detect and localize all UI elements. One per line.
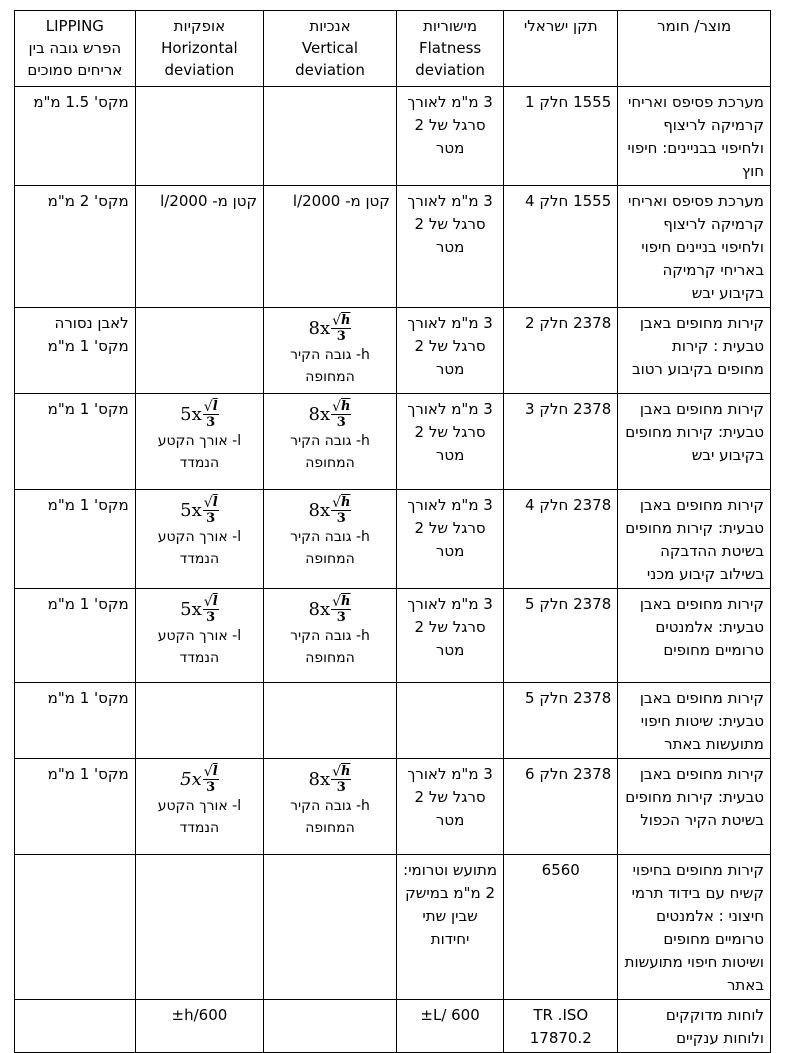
formula-note: l- אורך הקטע הנמדד (157, 798, 242, 836)
cell-lipping: מקס' 1 מ"מ (15, 683, 136, 759)
horizontal-formula (180, 400, 218, 430)
cell-horizontal (135, 855, 263, 1000)
formula-fraction (331, 496, 351, 526)
cell-product: קירות מחופים באבן טבעית: אלמנטים טרומיים מחופים (618, 589, 771, 683)
table-row (15, 186, 771, 308)
cell-flatness: 3 מ"מ לאורך סרגל של 2 מטר (396, 490, 503, 589)
cell-flatness: ±L/ 600 (396, 1000, 503, 1053)
cell-product: קירות מחופים באבן טבעית : קירות מחופים בקיבוע רטוב (618, 308, 771, 394)
sqrt-symbol: √ (203, 764, 213, 780)
table-row (15, 855, 771, 1000)
header-lipping: LIPPING הפרש גובה בין אריחים סמוכים (15, 11, 136, 87)
formula-fraction (331, 314, 351, 344)
cell-standard: TR .ISO 17870.2 (504, 1000, 618, 1053)
formula-note: h- גובה הקיר המחופה (290, 798, 370, 836)
header-flatness: מישוריות Flatness deviation (396, 11, 503, 87)
formula-note: l- אורך הקטע הנמדד (157, 628, 242, 666)
formula-variable: h (341, 495, 351, 510)
formula-coefficient: 8x (308, 318, 331, 339)
formula-variable: l (212, 399, 218, 414)
cell-standard: 2378 חלק 3 (504, 394, 618, 490)
header-standard: תקן ישראלי (504, 11, 618, 87)
cell-standard: 2378 חלק 5 (504, 683, 618, 759)
tolerance-table (14, 10, 771, 1053)
cell-lipping: לאבן נסורה מקס' 1 מ"מ (15, 308, 136, 394)
cell-horizontal: ±h/600 (135, 1000, 263, 1053)
cell-vertical (264, 490, 397, 589)
cell-flatness: 3 מ"מ לאורך סרגל של 2 מטר (396, 87, 503, 186)
cell-horizontal: קטן מ- l/2000 (135, 186, 263, 308)
table-row (15, 759, 771, 855)
formula-denominator: 3 (206, 780, 216, 795)
vertical-formula (309, 314, 352, 344)
cell-standard: 6560 (504, 855, 618, 1000)
formula-coefficient: 8x (308, 769, 331, 790)
formula-variable: l (212, 764, 218, 779)
formula-denominator: 3 (206, 610, 216, 625)
cell-standard: 2378 חלק 6 (504, 759, 618, 855)
cell-product: לוחות מדוקקים ולוחות ענקיים (618, 1000, 771, 1053)
cell-flatness: 3 מ"מ לאורך סרגל של 2 מטר (396, 394, 503, 490)
formula-note: l- אורך הקטע הנמדד (157, 433, 242, 471)
cell-flatness: 3 מ"מ לאורך סרגל של 2 מטר (396, 759, 503, 855)
formula-variable: h (341, 399, 351, 414)
formula-variable: h (341, 594, 351, 609)
cell-vertical (264, 759, 397, 855)
cell-product: מערכת פסיפס ואריחי קרמיקה לריצוף ולחיפוי בבניינים: חיפוי חוץ (618, 87, 771, 186)
cell-product: מערכת פסיפס ואריחי קרמיקה לריצוף ולחיפוי בניינים חיפוי באריחי קרמיקה בקיבוע יבש (618, 186, 771, 308)
sqrt-symbol: √ (203, 594, 213, 610)
formula-fraction (203, 765, 219, 795)
cell-lipping: מקס' 1 מ"מ (15, 490, 136, 589)
formula-denominator: 3 (336, 415, 346, 430)
formula-coefficient: 5x (180, 599, 202, 620)
cell-vertical (264, 683, 397, 759)
cell-horizontal (135, 589, 263, 683)
formula-denominator: 3 (206, 415, 216, 430)
formula-note: h- גובה הקיר המחופה (290, 433, 370, 471)
cell-product: קירות מחופים באבן טבעית: קירות מחופים בשיטת ההדבקה בשילוב קיבוע מכני (618, 490, 771, 589)
cell-flatness: מתועש וטרומי: 2 מ"מ במישק שבין שתי יחידות (396, 855, 503, 1000)
sqrt-symbol: √ (332, 594, 342, 610)
header-row (15, 11, 771, 87)
table-row (15, 490, 771, 589)
formula-note: h- גובה הקיר המחופה (290, 347, 370, 385)
table-row (15, 683, 771, 759)
cell-lipping: מקס' 1 מ"מ (15, 759, 136, 855)
table-row (15, 394, 771, 490)
formula-numerator (203, 400, 219, 415)
formula-note: h- גובה הקיר המחופה (290, 529, 370, 567)
cell-standard: 1555 חלק 1 (504, 87, 618, 186)
formula-numerator (203, 496, 219, 511)
cell-horizontal (135, 308, 263, 394)
cell-product: קירות מחופים באבן טבעית: שיטות חיפוי מתועשות באתר (618, 683, 771, 759)
horizontal-formula (180, 595, 218, 625)
formula-variable: h (341, 313, 351, 328)
formula-numerator (203, 765, 219, 780)
cell-flatness: 3 מ"מ לאורך סרגל של 2 מטר (396, 186, 503, 308)
formula-numerator (331, 400, 351, 415)
header-horizontal: אופקיות Horizontal deviation (135, 11, 263, 87)
cell-standard: 2378 חלק 4 (504, 490, 618, 589)
cell-lipping (15, 855, 136, 1000)
cell-lipping: מקס' 2 מ"מ (15, 186, 136, 308)
cell-lipping (15, 1000, 136, 1053)
formula-fraction (203, 496, 219, 526)
horizontal-formula (180, 765, 218, 795)
formula-variable: h (341, 764, 351, 779)
cell-horizontal (135, 394, 263, 490)
cell-product: קירות מחופים באבן טבעית: קירות מחופים בשיטת הקיר הכפול (618, 759, 771, 855)
horizontal-formula (180, 496, 218, 526)
cell-standard: 1555 חלק 4 (504, 186, 618, 308)
formula-variable: l (212, 495, 218, 510)
cell-vertical (264, 589, 397, 683)
formula-coefficient: 8x (308, 404, 331, 425)
formula-note: h- גובה הקיר המחופה (290, 628, 370, 666)
table-row (15, 1000, 771, 1053)
formula-numerator (331, 314, 351, 329)
formula-fraction (203, 595, 219, 625)
cell-vertical (264, 308, 397, 394)
vertical-formula (309, 496, 352, 526)
vertical-formula (309, 765, 352, 795)
sqrt-symbol: √ (332, 313, 342, 329)
cell-lipping: מקס' 1 מ"מ (15, 394, 136, 490)
cell-lipping: מקס' 1 מ"מ (15, 589, 136, 683)
header-product: מוצר/ חומר (618, 11, 771, 87)
cell-product: קירות מחופים באבן טבעית: קירות מחופים בקיבוע יבש (618, 394, 771, 490)
cell-horizontal (135, 759, 263, 855)
formula-denominator: 3 (206, 511, 216, 526)
formula-coefficient: 8x (308, 599, 331, 620)
cell-vertical: קטן מ- l/2000 (264, 186, 397, 308)
cell-vertical (264, 394, 397, 490)
formula-denominator: 3 (336, 511, 346, 526)
formula-note: l- אורך הקטע הנמדד (157, 529, 242, 567)
cell-standard: 2378 חלק 2 (504, 308, 618, 394)
cell-lipping: מקס' 1.5 מ"מ (15, 87, 136, 186)
vertical-formula (309, 400, 352, 430)
header-vertical: אנכיות Vertical deviation (264, 11, 397, 87)
table-row (15, 308, 771, 394)
table-row (15, 589, 771, 683)
formula-variable: l (212, 594, 218, 609)
cell-horizontal (135, 490, 263, 589)
formula-fraction (203, 400, 219, 430)
formula-fraction (331, 595, 351, 625)
formula-denominator: 3 (336, 610, 346, 625)
sqrt-symbol: √ (203, 495, 213, 511)
cell-horizontal (135, 87, 263, 186)
formula-numerator (331, 496, 351, 511)
formula-coefficient: 8x (308, 500, 331, 521)
formula-denominator: 3 (336, 780, 346, 795)
table-row (15, 87, 771, 186)
formula-denominator: 3 (336, 329, 346, 344)
formula-coefficient: 5x (180, 500, 202, 521)
sqrt-symbol: √ (332, 764, 342, 780)
sqrt-symbol: √ (332, 399, 342, 415)
cell-flatness: 3 מ"מ לאורך סרגל של 2 מטר (396, 308, 503, 394)
cell-standard: 2378 חלק 5 (504, 589, 618, 683)
cell-flatness: 3 מ"מ לאורך סרגל של 2 מטר (396, 589, 503, 683)
sqrt-symbol: √ (332, 495, 342, 511)
cell-vertical (264, 1000, 397, 1053)
formula-numerator (331, 765, 351, 780)
cell-horizontal (135, 683, 263, 759)
formula-fraction (331, 765, 351, 795)
vertical-formula (309, 595, 352, 625)
formula-coefficient: 5x (180, 404, 202, 425)
cell-product: קירות מחופים בחיפוי קשיח עם בידוד תרמי חיצוני : אלמנטים טרומיים מחופים ושיטות חיפוי מתועשות באתר (618, 855, 771, 1000)
formula-fraction (331, 400, 351, 430)
formula-coefficient: 5x (180, 769, 202, 790)
cell-vertical (264, 855, 397, 1000)
formula-numerator (331, 595, 351, 610)
sqrt-symbol: √ (203, 399, 213, 415)
formula-numerator (203, 595, 219, 610)
cell-vertical (264, 87, 397, 186)
cell-flatness (396, 683, 503, 759)
